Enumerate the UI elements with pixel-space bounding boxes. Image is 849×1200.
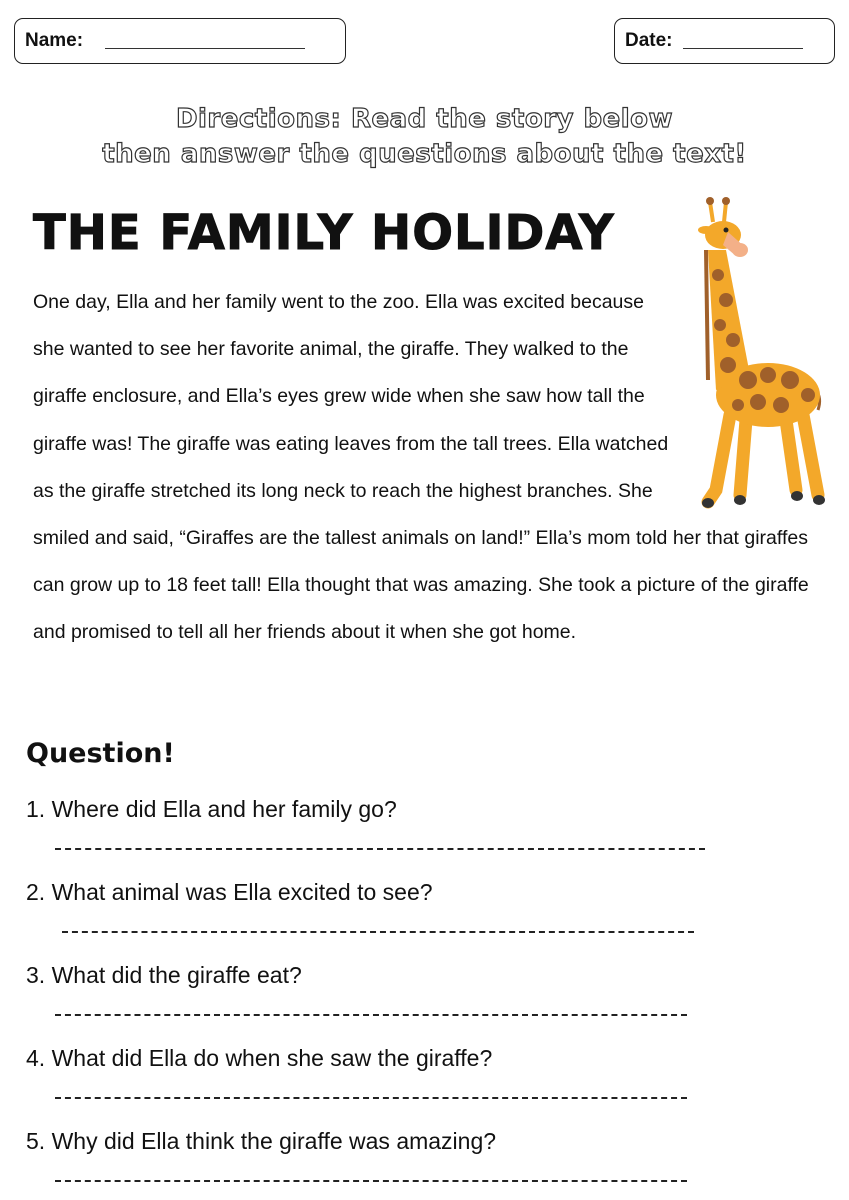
name-label: Name:: [25, 30, 84, 51]
name-blank-line[interactable]: [105, 48, 305, 49]
question-5: 5. Why did Ella think the giraffe was amazing?: [26, 1128, 497, 1154]
answer-line-2[interactable]: [62, 931, 694, 933]
questions-heading: Question!: [26, 738, 175, 769]
directions: [0, 102, 849, 172]
date-field[interactable]: [614, 18, 835, 64]
answer-line-1[interactable]: [55, 848, 705, 850]
answer-line-3[interactable]: [55, 1014, 687, 1016]
answer-line-5[interactable]: [55, 1180, 687, 1182]
giraffe-icon: [668, 190, 828, 515]
date-label: Date:: [625, 30, 673, 51]
question-1: 1. Where did Ella and her family go?: [26, 796, 397, 822]
name-field[interactable]: [14, 18, 346, 64]
story-title: THE FAMILY HOLIDAY: [33, 205, 615, 261]
question-4: 4. What did Ella do when she saw the giraffe?: [26, 1045, 493, 1071]
directions-line-2: then answer the questions about the text!: [102, 139, 747, 169]
story-text: One day, Ella and her family went to the zoo. Ella was excited because she wanted to see her favorite animal, the giraffe. They walked to the giraffe enclosure, and Ella’s eyes grew wide when she saw how tall the giraffe was! The giraffe was eating leaves from the tall trees. Ella watched as the giraffe stretched its long neck to reach the highest branches. She smiled and said, “Giraffes are the tallest animals on land!” Ella’s mom told her that giraffes can grow up to 18 feet tall! Ella thought that was amazing. She took a picture of the giraffe and promised to tell all her friends about it when she got home.: [33, 291, 809, 644]
date-blank-line[interactable]: [683, 48, 803, 49]
question-2: 2. What animal was Ella excited to see?: [26, 879, 433, 905]
answer-line-4[interactable]: [55, 1097, 687, 1099]
directions-line-1: Directions: Read the story below: [175, 104, 674, 134]
question-3: 3. What did the giraffe eat?: [26, 962, 302, 988]
